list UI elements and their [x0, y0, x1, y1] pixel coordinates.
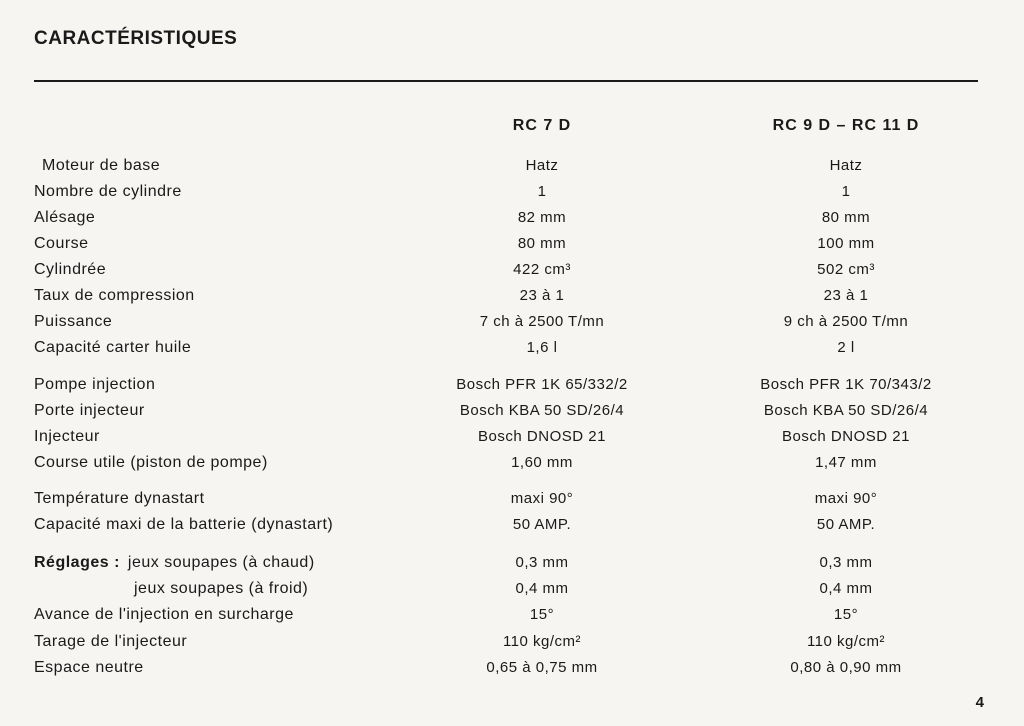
spec-label: Moteur de base [42, 157, 161, 174]
spec-value-rc7d: 110 kg/cm² [502, 633, 582, 650]
spec-value-rc7d: Bosch KBA 50 SD/26/4 [459, 402, 625, 419]
spec-value-rc9d: Bosch DNOSD 21 [782, 428, 910, 445]
spec-row [0, 516, 1024, 540]
spec-row [0, 209, 1024, 233]
spec-label: Tarage de l'injecteur [34, 633, 188, 650]
spec-label: Cylindrée [34, 261, 107, 278]
spec-row [0, 454, 1024, 478]
column-header-rc9d-rc11d: RC 9 D – RC 11 D [772, 117, 920, 134]
spec-value-rc7d: 422 cm³ [513, 261, 571, 278]
spec-value-rc7d: 1,6 l [526, 339, 558, 356]
spec-label: jeux soupapes (à froid) [134, 580, 309, 597]
spec-label: Taux de compression [34, 287, 195, 304]
spec-value-rc9d: 80 mm [821, 209, 871, 226]
spec-value-rc7d: 50 AMP. [512, 516, 572, 533]
spec-label: Course utile (piston de pompe) [34, 454, 268, 471]
spec-label: Avance de l'injection en surcharge [34, 606, 294, 623]
spec-value-rc7d: 82 mm [517, 209, 567, 226]
spec-value-rc9d: 0,3 mm [819, 554, 873, 571]
spec-label: Capacité carter huile [34, 339, 192, 356]
spec-value-rc9d: 0,80 à 0,90 mm [790, 659, 902, 676]
page-number: 4 [975, 694, 984, 711]
column-header-rc7d: RC 7 D [512, 117, 572, 134]
spec-row [0, 554, 1024, 578]
spec-label: Course [34, 235, 89, 252]
spec-label: Réglages : jeux soupapes (à chaud) [34, 554, 315, 571]
spec-row [0, 428, 1024, 452]
spec-value-rc9d: 2 l [837, 339, 855, 356]
spec-value-rc7d: 23 à 1 [519, 287, 565, 304]
spec-value-rc9d: 9 ch à 2500 T/mn [783, 313, 909, 330]
spec-row [0, 580, 1024, 604]
spec-row [0, 659, 1024, 683]
spec-row [0, 157, 1024, 181]
spec-row [0, 287, 1024, 311]
spec-label: Pompe injection [34, 376, 156, 393]
spec-value-rc9d: 0,4 mm [819, 580, 873, 597]
spec-value-rc9d: Bosch PFR 1K 70/343/2 [760, 376, 932, 393]
header-rule [34, 80, 978, 82]
spec-value-rc7d: 15° [529, 606, 555, 623]
spec-label: Puissance [34, 313, 113, 330]
spec-value-rc9d: maxi 90° [814, 490, 878, 507]
spec-row [0, 490, 1024, 514]
spec-prefix: Réglages : [34, 554, 120, 571]
spec-label: Espace neutre [34, 659, 144, 676]
spec-label: Capacité maxi de la batterie (dynastart) [34, 516, 334, 533]
spec-value-rc9d: 23 à 1 [823, 287, 869, 304]
spec-value-rc9d: 110 kg/cm² [806, 633, 886, 650]
spec-value-rc7d: maxi 90° [510, 490, 574, 507]
spec-row [0, 633, 1024, 657]
spec-row [0, 402, 1024, 426]
spec-label: Porte injecteur [34, 402, 145, 419]
spec-row [0, 339, 1024, 363]
spec-value-rc9d: Bosch KBA 50 SD/26/4 [763, 402, 929, 419]
spec-value-rc7d: 1 [537, 183, 547, 200]
spec-label: Nombre de cylindre [34, 183, 182, 200]
spec-label: Alésage [34, 209, 96, 226]
spec-value-rc7d: Bosch DNOSD 21 [478, 428, 606, 445]
spec-value-rc7d: Bosch PFR 1K 65/332/2 [456, 376, 628, 393]
spec-row [0, 235, 1024, 259]
spec-row [0, 606, 1024, 630]
spec-value-rc9d: 1,47 mm [815, 454, 877, 471]
spec-value-rc7d: 1,60 mm [511, 454, 573, 471]
spec-value-rc9d: 15° [833, 606, 859, 623]
spec-value-rc7d: 0,65 à 0,75 mm [486, 659, 598, 676]
spec-value-rc9d: 100 mm [817, 235, 875, 252]
spec-label: Injecteur [34, 428, 100, 445]
spec-value-rc7d: 7 ch à 2500 T/mn [479, 313, 605, 330]
spec-value-rc7d: 0,4 mm [515, 580, 569, 597]
spec-value-rc9d: Hatz [829, 157, 863, 174]
spec-value-rc9d: 502 cm³ [817, 261, 875, 278]
spec-row [0, 261, 1024, 285]
spec-value-rc9d: 1 [841, 183, 851, 200]
spec-row [0, 313, 1024, 337]
spec-row [0, 376, 1024, 400]
spec-value-rc7d: 0,3 mm [515, 554, 569, 571]
spec-label: Température dynastart [34, 490, 205, 507]
spec-value-rc7d: Hatz [525, 157, 559, 174]
spec-row [0, 183, 1024, 207]
spec-value-rc7d: 80 mm [517, 235, 567, 252]
spec-value-rc9d: 50 AMP. [816, 516, 876, 533]
page-title: CARACTÉRISTIQUES [34, 28, 238, 49]
